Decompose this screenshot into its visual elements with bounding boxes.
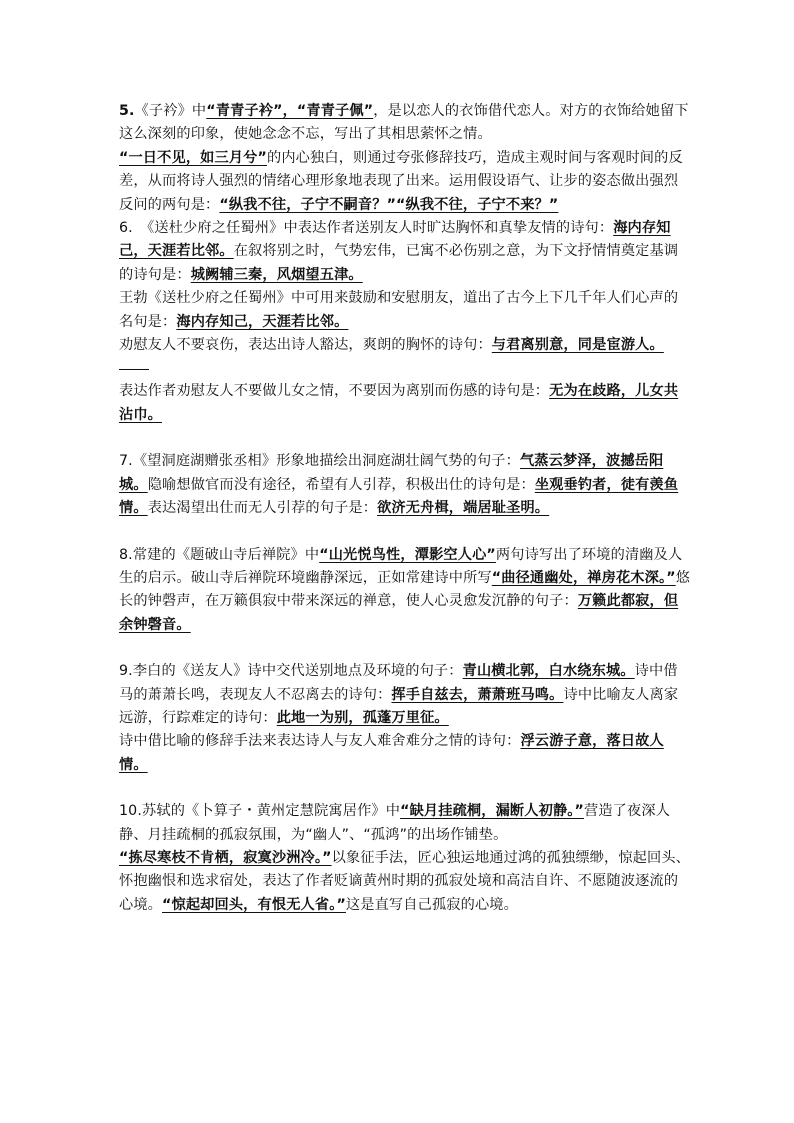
q9-answer: 挥手自兹去，萧萧班马鸣。 xyxy=(391,686,564,703)
q8-paragraph-1 xyxy=(119,544,691,638)
spacer xyxy=(119,427,691,450)
spacer xyxy=(119,777,691,800)
q6-answer: 无为在歧路，儿女共沾巾。 xyxy=(119,383,679,423)
q9-text: 9.李白的《送友人》诗中交代送别地点及环境的句子： xyxy=(119,663,463,680)
q6-paragraph-1 xyxy=(119,217,691,287)
q8-text: 8.常建的《题破山寺后禅院》中 xyxy=(119,546,320,563)
q9-answer: 青山横北郭，白水绕东城。 xyxy=(462,663,635,680)
q6-answer: 海内存知己，天涯若比邻。 xyxy=(176,313,349,330)
q7-paragraph-1 xyxy=(119,450,691,520)
q6-answer: 城阙辅三秦，风烟望五津。 xyxy=(190,266,363,283)
q6-paragraph-2 xyxy=(119,287,691,334)
q6-text: 6. 《送杜少府之任蜀州》中表达作者送别友人时旷达胸怀和真挚友情的诗句： xyxy=(119,220,614,237)
q9-text: 诗中借马的萧萧长鸣，表现友人不忍离去的诗句： xyxy=(119,663,678,703)
q6-text: 表达作者劝慰友人不要做儿女之情，不要因为离别而伤感的诗句是： xyxy=(119,383,550,400)
q8-answer: “曲径通幽处，禅房花木深。” xyxy=(491,569,676,586)
q9-text: 诗中借比喻的修辞手法来表达诗人与友人难舍难分之情的诗句： xyxy=(119,733,521,750)
q10-answer: “缺月挂疏桐，漏断人初静。” xyxy=(400,803,584,820)
q8-text: 悠长的钟磬声，在万籁俱寂中带来深远的禅意，使人心灵愈发沉静的句子： xyxy=(119,569,691,610)
q6-text: 王勃《送杜少府之任蜀州》中可用来鼓励和安慰朋友，道出了古今上下几千年人们心声的名句是： xyxy=(119,290,679,330)
q5-answer: “青青子衿”，“青青子佩” xyxy=(206,103,374,119)
q9-paragraph-1 xyxy=(119,660,691,730)
q6-paragraph-3 xyxy=(119,334,691,357)
q7-text: 表达渴望出仕而无人引荐的句子是： xyxy=(147,500,378,517)
q9-answer: 浮云游子意，落日故人情。 xyxy=(119,733,664,773)
q5-text: 的内心独白，则通过夸张修辞技巧，造成主观时间与客观时间的反差，从而将诗人强烈的情绪心理形象地表现了出来。运用假设语气、让步的姿态做出强烈反问的两句是： xyxy=(119,149,683,213)
document-content xyxy=(119,100,691,917)
spacer xyxy=(119,637,691,660)
q7-answer: 欲济无舟楫，端居耻圣明。 xyxy=(377,500,550,517)
q5-paragraph-2 xyxy=(119,147,691,217)
q5-text: 《子衿》中 xyxy=(134,103,207,119)
q7-answer: 气蒸云梦泽，波撼岳阳城。 xyxy=(119,453,664,493)
q5-number: 5. xyxy=(119,103,135,119)
blank-underline xyxy=(119,357,691,380)
q7-text: 7.《望洞庭湖赠张丞相》形象地描绘出洞庭湖壮阔气势的句子： xyxy=(119,453,520,470)
q8-text: 两句诗写出了环境的清幽及人生的启示。破山寺后禅院环境幽静深远，正如常建诗中所写 xyxy=(119,546,683,586)
q9-text: 诗中比喻友人离家远游，行踪难定的诗句： xyxy=(119,686,679,726)
spacer xyxy=(119,521,691,544)
q9-answer: 此地一为别，孤蓬万里征。 xyxy=(276,709,449,726)
q8-answer: 万籁此都寂，但余钟磬音。 xyxy=(119,593,679,633)
q7-answer: 坐观垂钓者，徒有羡鱼情。 xyxy=(119,476,679,517)
q5-answer: “一日不见，如三月兮” xyxy=(119,149,267,166)
q10-text: 营造了夜深人静、月挂疏桐的孤寂氛围，为“幽人”、“孤鸿”的出场作铺垫。 xyxy=(119,803,671,843)
q9-paragraph-2 xyxy=(119,730,691,777)
q10-answer: “拣尽寒枝不肯栖，寂寞沙洲冷。” xyxy=(119,849,332,866)
q6-answer: 与君离别意，同是宦游人。 xyxy=(491,337,664,354)
q10-text: 10.苏轼的《卜算子・黄州定慧院寓居作》中 xyxy=(119,803,401,820)
q5-text: ，是以恋人的衣饰借代恋人。对方的衣饰给她留下这么深刻的印象，使她念念不忘，写出了其相思萦怀之情。 xyxy=(119,103,689,143)
q6-answer: 海内存知己，天涯若比邻。 xyxy=(119,220,671,260)
underline-mark xyxy=(119,357,149,370)
q10-answer: “惊起却回头，有恨无人省。” xyxy=(162,896,346,913)
q6-text: 劝慰友人不要哀伤，表达出诗人豁达，爽朗的胸怀的诗句： xyxy=(119,337,492,354)
q6-paragraph-4 xyxy=(119,380,691,427)
q5-answer: “纵我不往，子宁不嗣音？”“纵我不往，子宁不来？” xyxy=(219,196,559,213)
q5-paragraph-1 xyxy=(119,100,691,147)
q10-text: 以象征手法，匠心独运地通过鸿的孤独缥缈，惊起回头、怀抱幽恨和选求宿处，表达了作者贬谪黄州时期的孤寂处境和高洁自许、不愿随波逐流的心境。 xyxy=(119,849,691,913)
q6-text: 在叙将别之时，气势宏伟，已寓不必伤别之意，为下文抒情情奠定基调的诗句是： xyxy=(119,243,679,283)
q10-text: 这是直写自己孤寂的心境。 xyxy=(345,896,518,913)
q7-text: 隐喻想做官而没有途径，希望有人引荐，积极出仕的诗句是： xyxy=(147,476,535,493)
q10-paragraph-2 xyxy=(119,847,691,917)
q10-paragraph-1 xyxy=(119,800,691,847)
q8-answer: “山光悦鸟性，潭影空人心” xyxy=(319,546,496,563)
